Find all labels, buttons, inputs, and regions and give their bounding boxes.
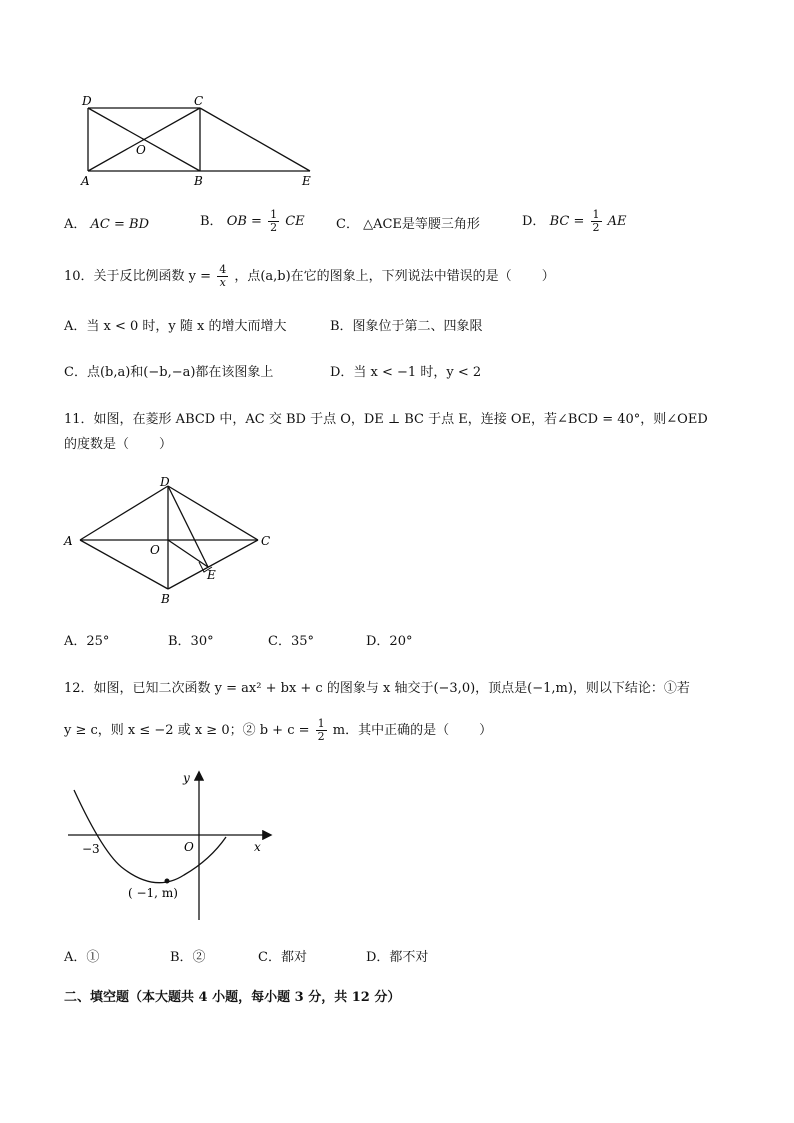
q10-option-b[interactable]: B．图象位于第二、四象限 (330, 319, 483, 334)
q11-stem2: 的度数是（ (64, 437, 130, 452)
q10-stem (64, 264, 555, 289)
q9-option-b-label: B． (200, 214, 223, 229)
q12-option-b[interactable]: B．② (170, 950, 206, 965)
label-x: x (254, 840, 261, 854)
q9-option-b[interactable] (200, 209, 305, 234)
q9-option-d[interactable] (522, 209, 627, 234)
q11-option-c[interactable]: C．35° (268, 634, 314, 649)
label-D: D (82, 94, 92, 108)
figure-rhombus-abcd (58, 474, 288, 609)
q11-option-b[interactable]: B．30° (168, 634, 214, 649)
q11-option-d[interactable]: D．20° (366, 634, 413, 649)
q12-option-a[interactable]: A．① (64, 950, 100, 965)
q9-option-a-text: AC = BD (90, 217, 149, 232)
label-B: B (194, 174, 203, 188)
q12-stem2-pre: y ≥ c，则 x ≤ −2 或 x ≥ 0；② b + c = (64, 723, 310, 738)
q9-option-a-label: A． (64, 217, 87, 232)
label-A: A (81, 174, 90, 188)
figure-rectangle-ace (70, 90, 330, 195)
label-O: O (150, 543, 160, 557)
q10-stem-post: ，点(a,b)在它的图象上，下列说法中错误的是（ (234, 269, 512, 284)
q11-stem-line2 (64, 436, 172, 454)
q12-option-c[interactable]: C．都对 (258, 950, 307, 965)
q12-fraction: $\frac{1}{2}$ (317, 717, 325, 743)
q10-option-c[interactable]: C．点(b,a)和(−b,−a)都在该图象上 (64, 365, 274, 380)
q11-option-a[interactable]: A．25° (64, 634, 110, 649)
q9-option-b-pre: OB = (226, 214, 262, 229)
section-2-heading: 二、填空题（本大题共 4 小题，每小题 3 分，共 12 分） (64, 990, 401, 1005)
q10-option-a[interactable]: A．当 x < 0 时，y 随 x 的增大而增大 (64, 319, 287, 334)
q9-option-c[interactable] (336, 216, 480, 234)
label-vertex: ( −1, m) (128, 886, 178, 900)
q9-option-d-pre: BC = (549, 214, 585, 229)
label-y: y (183, 771, 190, 785)
vertex-point (165, 879, 170, 884)
q10-stem-pre: 10．关于反比例函数 y = (64, 269, 212, 284)
q9-option-a[interactable] (64, 216, 149, 234)
label-A: A (64, 534, 73, 548)
label-E: E (207, 568, 216, 582)
label-C: C (261, 534, 271, 548)
figure-parabola (60, 765, 280, 925)
q9-option-d-label: D． (522, 214, 546, 229)
q10-stem-end: ） (541, 269, 555, 284)
q11-stem2-end: ） (159, 437, 173, 452)
q12-stem2-end: ） (479, 723, 493, 738)
q12-stem2-post: m．其中正确的是（ (332, 723, 450, 738)
q12-option-d[interactable]: D．都不对 (366, 950, 429, 965)
q9-option-b-fraction: $\frac{1}{2}$ (270, 208, 278, 234)
label-origin: O (184, 840, 194, 854)
label-C: C (194, 94, 204, 108)
label-E: E (302, 174, 311, 188)
q12-stem-line2 (64, 718, 492, 743)
label-D: D (160, 475, 170, 489)
label-B: B (161, 592, 170, 606)
q12-stem-line1: 12．如图，已知二次函数 y = ax² + bx + c 的图象与 x 轴交于(−3,0)，顶点是(−1,m)，则以下结论：①若 (64, 681, 690, 696)
parabola-curve (74, 790, 226, 883)
q11-stem-line1: 11．如图，在菱形 ABCD 中，AC 交 BD 于点 O，DE ⊥ BC 于点 E，连接 OE，若∠BCD = 40°，则∠OED (64, 412, 708, 427)
q10-option-d[interactable]: D．当 x < −1 时，y < 2 (330, 365, 482, 380)
q10-fraction: $\frac{4}{x}$ (219, 263, 227, 289)
label-minus3: −3 (82, 842, 100, 856)
q9-option-d-fraction: $\frac{1}{2}$ (592, 208, 600, 234)
label-O: O (136, 143, 146, 157)
q9-option-c-text: △ACE是等腰三角形 (363, 217, 480, 232)
q9-option-c-label: C． (336, 217, 359, 232)
q9-option-d-post: AE (607, 214, 627, 229)
q9-option-b-post: CE (285, 214, 305, 229)
